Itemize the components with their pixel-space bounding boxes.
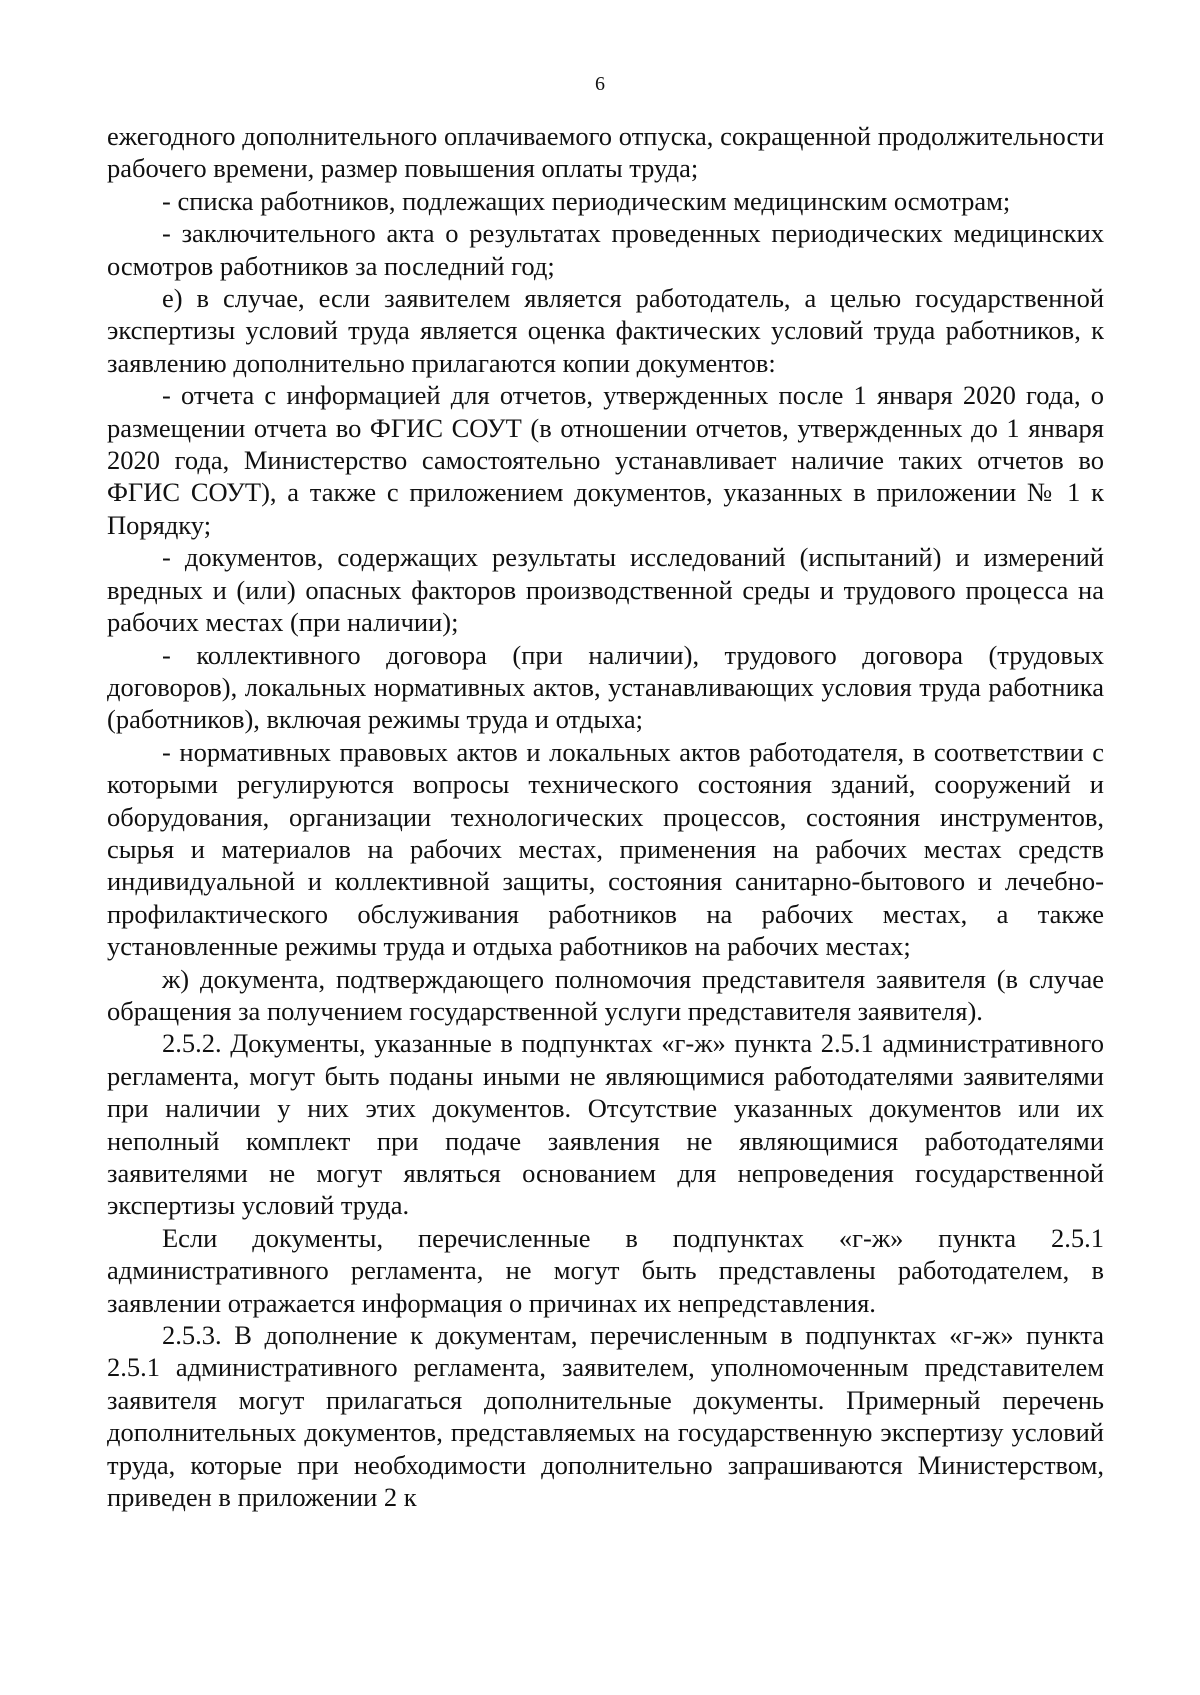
document-body: [107, 120, 1104, 1513]
list-item-normative-acts: - нормативных правовых актов и локальных актов работодателя, в соответствии с которыми регулируются вопросы технического состояния зданий, сооружений и оборудования, организации технологических процессов, состояния инструментов, сырья и материалов на рабочих местах, применения на рабочих местах средств индивидуальной и коллективной защиты, состояния санитарно-бытового и лечебно-профилактического обслуживания работников на рабочих местах, а также установленные режимы труда и отдыха работников на рабочих местах;: [107, 736, 1104, 962]
clause-2-5-2: 2.5.2. Документы, указанные в подпунктах «г-ж» пункта 2.5.1 административного регламента, могут быть поданы иными не являющимися работодателями заявителями при наличии у них этих документов. Отсутствие указанных документов или их неполный комплект при подаче заявления не являющимися работодателями заявителями не могут являться основанием для непроведения государственной экспертизы условий труда.: [107, 1028, 1104, 1221]
subparagraph-zh: ж) документа, подтверждающего полномочия представителя заявителя (в случае обращения за получением государственной услуги представителя заявителя).: [107, 963, 1104, 1026]
list-item-report: - отчета с информацией для отчетов, утвержденных после 1 января 2020 года, о размещении отчета во ФГИС СОУТ (в отношении отчетов, утвержденных до 1 января 2020 года, Министерство самостоятельно устанавливает наличие таких отчетов во ФГИС СОУТ), а также с приложением документов, указанных в приложении № 1 к Порядку;: [107, 380, 1104, 540]
clause-2-5-3: 2.5.3. В дополнение к документам, перечисленным в подпунктах «г-ж» пункта 2.5.1 административного регламента, заявителем, уполномоченным представителем заявителя могут прилагаться дополнительные документы. Примерный перечень дополнительных документов, представляемых на государственную экспертизу условий труда, которые при необходимости дополнительно запрашиваются Министерством, приведен в приложении 2 к: [107, 1320, 1104, 1513]
subparagraph-e: е) в случае, если заявителем является работодатель, а целью государственной экспертизы условий труда является оценка фактических условий труда работников, к заявлению дополнительно прилагаются копии документов:: [107, 283, 1104, 378]
clause-2-5-2-continuation: Если документы, перечисленные в подпунктах «г-ж» пункта 2.5.1 административного регламента, не могут быть представлены работодателем, в заявлении отражается информация о причинах их непредставления.: [107, 1222, 1104, 1318]
page-number: 6: [595, 73, 605, 95]
paragraph-continuation: ежегодного дополнительного оплачиваемого отпуска, сокращенной продолжительности рабочего времени, размер повышения оплаты труда;: [107, 121, 1104, 184]
list-item-medical-exam-list: - списка работников, подлежащих периодическим медицинским осмотрам;: [162, 185, 1011, 216]
list-item-final-act: - заключительного акта о результатах проведенных периодических медицинских осмотров работников за последний год;: [107, 218, 1104, 281]
list-item-collective-agreement: - коллективного договора (при наличии), трудового договора (трудовых договоров), локальных нормативных актов, устанавливающих условия труда работника (работников), включая режимы труда и отдыха;: [107, 639, 1104, 735]
list-item-measurements: - документов, содержащих результаты исследований (испытаний) и измерений вредных и (или) опасных факторов производственной среды и трудового процесса на рабочих местах (при наличии);: [107, 542, 1104, 638]
